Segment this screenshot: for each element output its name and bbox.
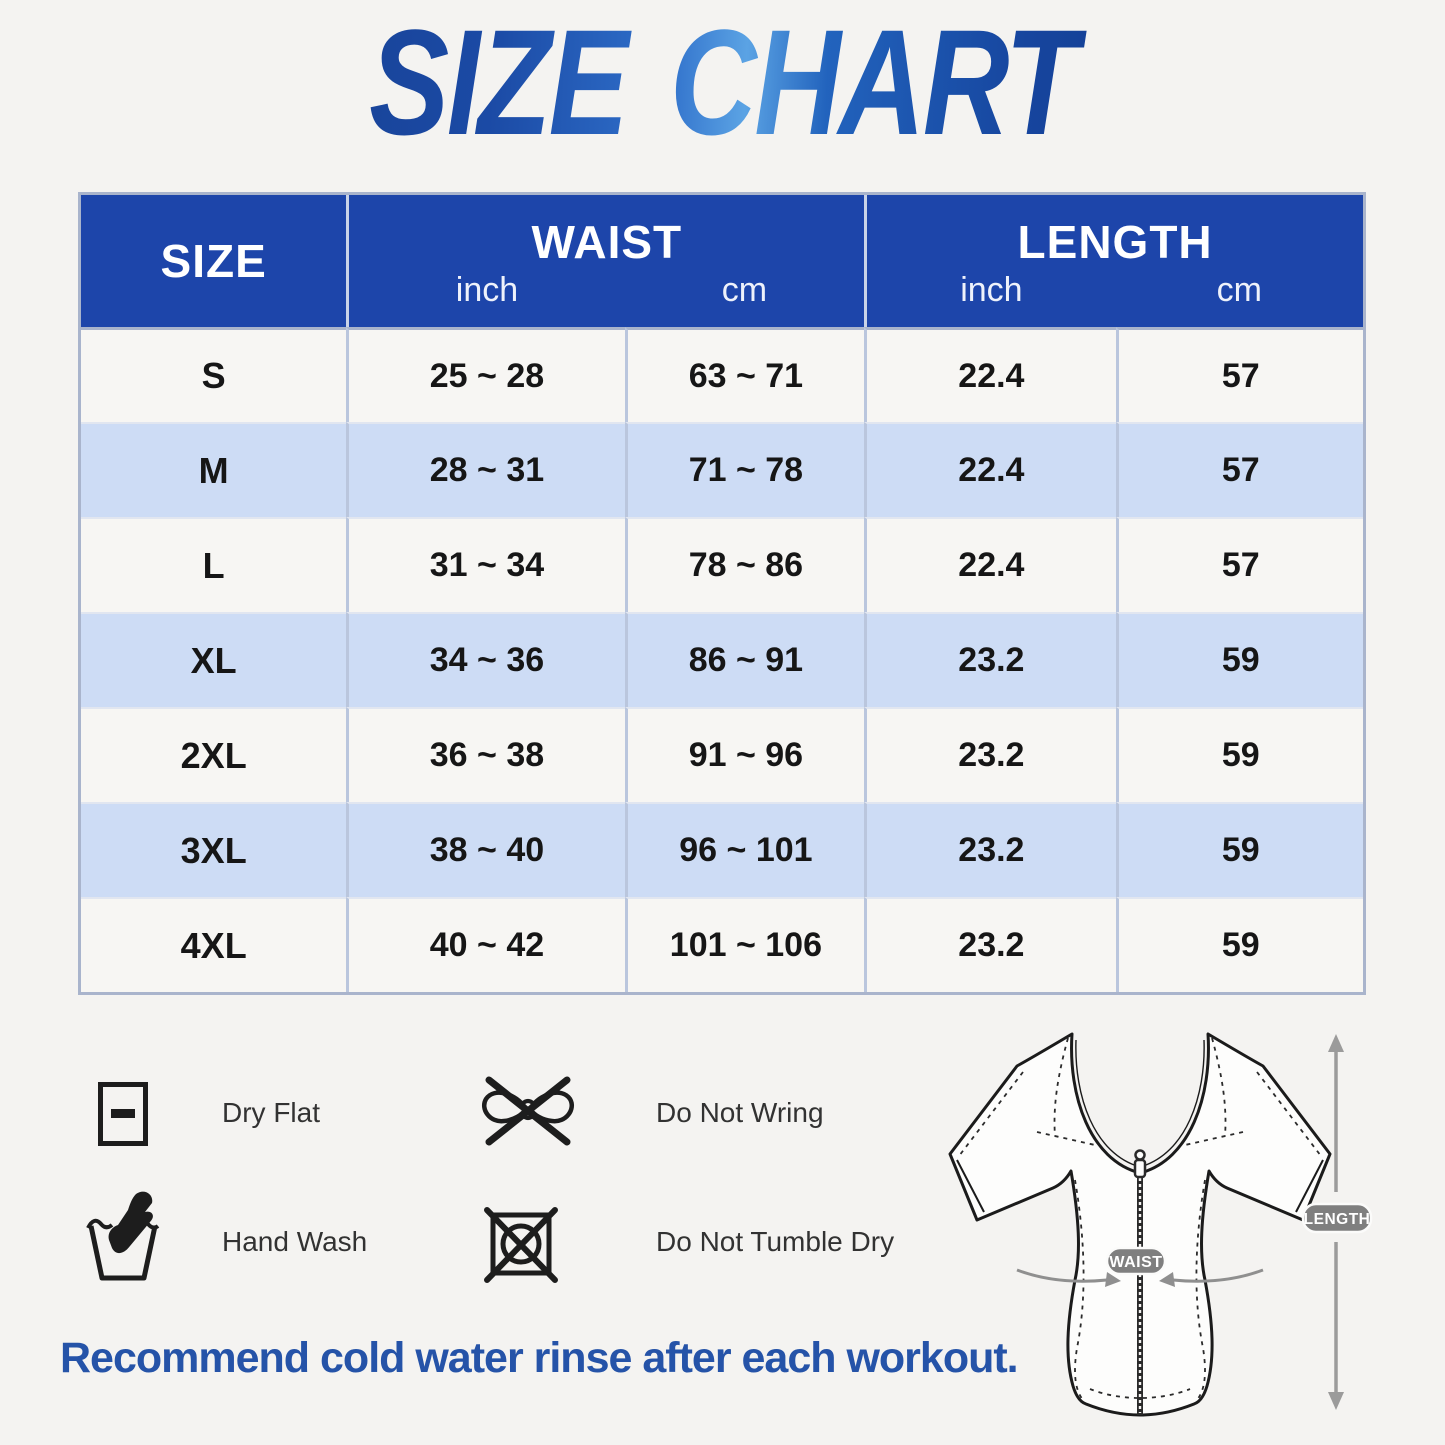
zipper-pull [1135,1160,1145,1177]
table-cell: 86 ~ 91 [625,612,865,707]
table-cell: 78 ~ 86 [625,517,865,612]
page-title: SIZE CHART [145,4,1301,160]
table-cell: 40 ~ 42 [346,897,624,992]
size-table [78,192,1366,995]
svg-text:LENGTH: LENGTH [1303,1211,1371,1228]
table-cell: 91 ~ 96 [625,707,865,802]
table-cell: 31 ~ 34 [346,517,624,612]
table-cell: 23.2 [864,612,1115,707]
table-cell: 36 ~ 38 [346,707,624,802]
care-label-do-not-wring: Do Not Wring [656,1097,824,1128]
waist-badge [1107,1248,1165,1274]
table-cell: 59 [1116,707,1363,802]
table-cell: 34 ~ 36 [346,612,624,707]
table-cell: 3XL [81,802,346,897]
table-cell: 2XL [81,707,346,802]
table-cell: 22.4 [864,422,1115,517]
table-cell: S [81,327,346,422]
footer-note: Recommend cold water rinse after each workout. [60,1334,1018,1382]
table-cell: 38 ~ 40 [346,802,624,897]
column-header-size: SIZE [81,195,346,327]
table-cell: 23.2 [864,707,1115,802]
length-badge [1303,1204,1371,1232]
column-header-waist: WAIST [346,195,864,271]
table-cell: 59 [1116,802,1363,897]
table-cell: XL [81,612,346,707]
table-cell: 71 ~ 78 [625,422,865,517]
column-subheader-length-cm: cm [1116,271,1363,327]
table-cell: 59 [1116,897,1363,992]
table-cell: 101 ~ 106 [625,897,865,992]
care-label-hand-wash: Hand Wash [222,1226,368,1257]
column-subheader-waist-inch: inch [346,271,624,327]
table-cell: 22.4 [864,327,1115,422]
do-not-tumble-dry-icon [483,1206,559,1284]
table-cell: 63 ~ 71 [625,327,865,422]
table-cell: 23.2 [864,802,1115,897]
care-label-dry-flat: Dry Flat [222,1097,320,1128]
table-cell: 22.4 [864,517,1115,612]
table-cell: 57 [1116,422,1363,517]
table-cell: 57 [1116,517,1363,612]
table-cell: L [81,517,346,612]
table-cell: 4XL [81,897,346,992]
do-not-wring-icon [476,1073,580,1149]
column-subheader-length-inch: inch [864,271,1115,327]
column-subheader-waist-cm: cm [625,271,865,327]
table-cell: 28 ~ 31 [346,422,624,517]
hand-wash-icon [86,1190,160,1282]
column-header-length: LENGTH [864,195,1363,271]
table-cell: 57 [1116,327,1363,422]
svg-text:WAIST: WAIST [1109,1254,1163,1271]
table-cell: 25 ~ 28 [346,327,624,422]
zipper-pull-ring [1136,1151,1145,1160]
table-cell: 23.2 [864,897,1115,992]
table-cell: 96 ~ 101 [625,802,865,897]
table-cell: M [81,422,346,517]
care-label-do-not-tumble-dry: Do Not Tumble Dry [656,1226,895,1257]
table-cell: 59 [1116,612,1363,707]
dry-flat-icon [97,1081,149,1147]
